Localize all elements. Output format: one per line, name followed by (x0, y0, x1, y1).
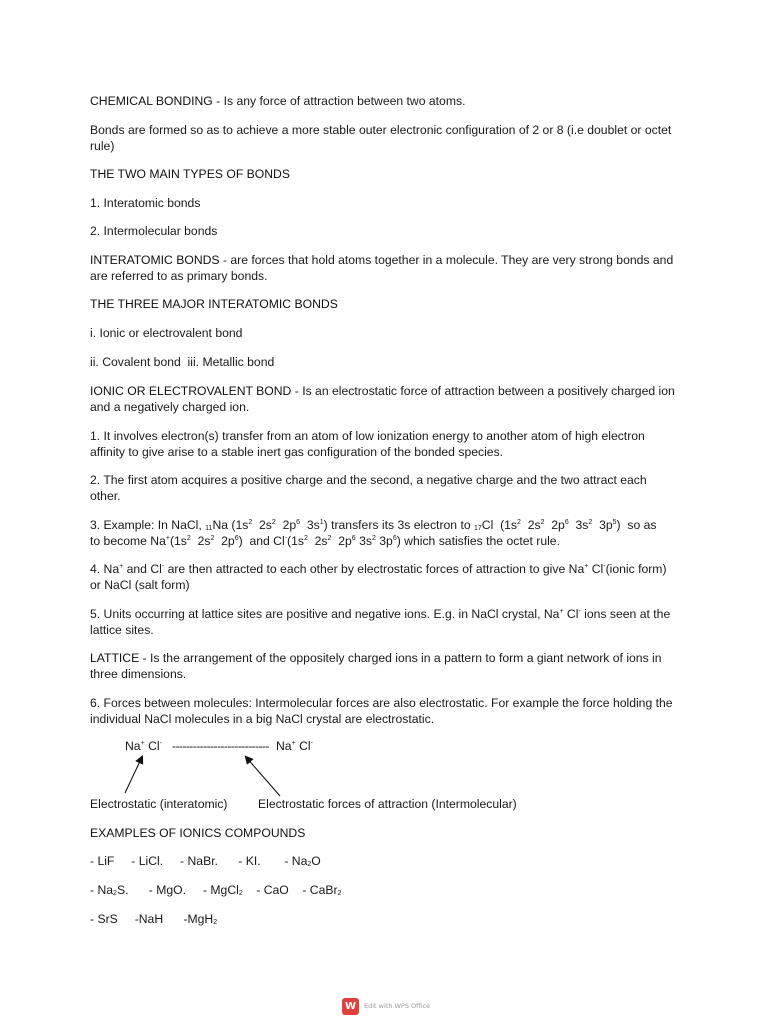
heading-ionic-examples: EXAMPLES OF IONICS COMPOUNDS (90, 826, 306, 840)
definition-text: - Is an electrostatic force of attraction between a positively charged ion and a negatively charged ion. (90, 384, 675, 414)
definition-text: - are forces that hold atoms together in a molecule. They are very strong bonds and are referred to as primary bonds. (90, 253, 674, 283)
paragraph-bond-formation: Bonds are formed so as to achieve a more stable outer electronic configuration of 2 or 8 (i.e doublet or octet rule) (90, 123, 672, 153)
wps-footer[interactable] (342, 997, 430, 1015)
wps-logo-icon: W (342, 998, 359, 1015)
list-item-intermolecular: 2. Intermolecular bonds (90, 224, 218, 238)
term-interatomic-bonds: INTERATOMIC BONDS (90, 253, 220, 267)
arrow-interatomic (125, 757, 142, 793)
definition-text: - Is any force of attraction between two atoms. (212, 94, 466, 108)
term-chemical-bonding: CHEMICAL BONDING (90, 94, 213, 108)
term-ionic-bond: IONIC OR ELECTROVALENT BOND (90, 384, 292, 398)
list-item-covalent-metallic: ii. Covalent bond iii. Metallic bond (90, 355, 275, 369)
point-lattice-sites: 5. Units occurring at lattice sites are positive and negative ions. E.g. in NaCl crystal, Na+ Cl- ions seen at the lattice sites. (90, 607, 671, 637)
arrow-intermolecular (246, 757, 280, 796)
point-charges: 2. The first atom acquires a positive charge and the second, a negative charge and the two attract each other. (90, 473, 647, 503)
definition-chemical-bonding (90, 93, 680, 109)
label-interatomic: Electrostatic (interatomic) (90, 797, 228, 811)
diagram-dash-line: ---------------------------- (172, 739, 269, 753)
list-item-interatomic: 1. Interatomic bonds (90, 196, 201, 210)
definition-lattice (90, 650, 680, 682)
list-item-ionic: i. Ionic or electrovalent bond (90, 326, 243, 340)
examples-row-2: - $Na_2S$. - MgO. - MgCl$_2$ - CaO - CaBr$_2$ (90, 883, 342, 897)
definition-interatomic-bonds (90, 252, 680, 284)
point-ionic-attraction: 4. Na+ and Cl- are then attracted to each other by electrostatic forces of attraction to give Na+ Cl-(ionic form) or NaCl (salt form) (90, 562, 667, 592)
point-nacl-example: 3. Example: In NaCl, $_{11}$Na ($1s^2$ $2s^2$ $2p^6$ $3s^1$) transfers its 3s electron to $_{17}$Cl ($1s^2$ $2s^2$ $2p^6$ $3s^2$ $3p^5$) so as to become $Na^+(1s^2$ $2s^2$ $2p^6$) and $Cl^-(1s^2$ $2s^2$ $2p^6$ $3s^2$ $3p^6$) which satisfies the octet rule. (90, 518, 657, 548)
heading-two-main-types: THE TWO MAIN TYPES OF BONDS (90, 167, 290, 181)
point-intermolecular-forces: 6. Forces between molecules: Intermolecular forces are also electrostatic. For example the force holding the individual NaCl molecules in a big NaCl crystal are electrostatic. (90, 696, 673, 726)
term-lattice: LATTICE (90, 651, 140, 665)
point-electron-transfer: 1. It involves electron(s) transfer from an atom of low ionization energy to another atom of high electron affinity to give arise to a stable inert gas configuration of the bonded species. (90, 429, 645, 459)
definition-ionic-bond (90, 383, 680, 415)
heading-three-major-bonds: THE THREE MAJOR INTERATOMIC BONDS (90, 297, 338, 311)
diagram-left-nacl: Na+ Cl- (125, 739, 162, 753)
label-intermolecular: Electrostatic forces of attraction (Intermolecular) (258, 797, 517, 811)
wps-footer-text: Edit with WPS Office (364, 1002, 431, 1010)
definition-text: - Is the arrangement of the oppositely charged ions in a pattern to form a giant network of ions in three dimensions. (90, 651, 662, 681)
examples-row-3: - SrS -NaH -MgH$_2$ (90, 912, 218, 926)
examples-row-1: - LiF - LiCl. - NaBr. - KI. - $Na_2O$ (90, 854, 321, 868)
diagram-right-nacl: Na+ Cl- (276, 739, 313, 753)
